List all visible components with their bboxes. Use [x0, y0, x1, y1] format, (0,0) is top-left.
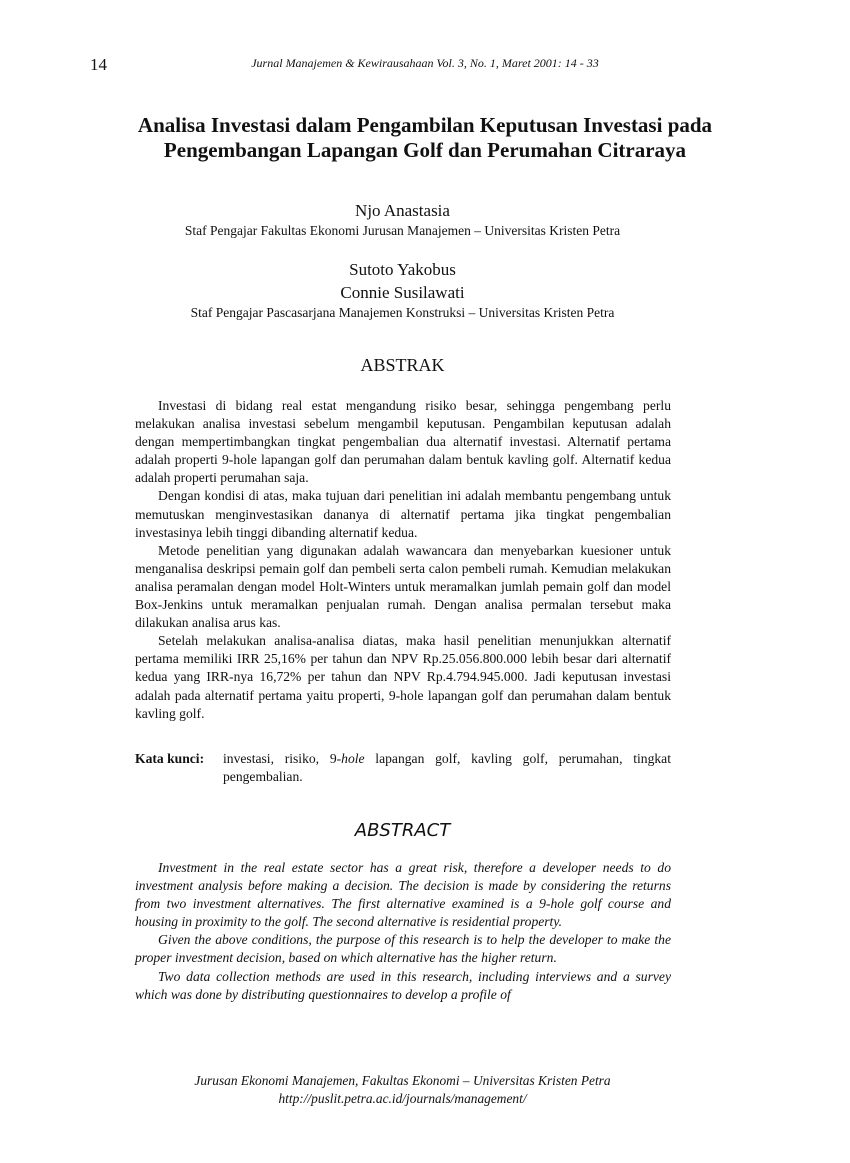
author-affiliation: Staf Pengajar Pascasarjana Manajemen Konstruksi – Universitas Kristen Petra: [190, 305, 615, 320]
author-name: Connie Susilawati: [340, 283, 465, 302]
abstract-paragraph: Given the above conditions, the purpose of this research is to help the developer to make the proper investment decision, based on which alternative has the higher return.: [135, 932, 671, 966]
footer-url: http://puslit.petra.ac.id/journals/management/: [278, 1091, 527, 1106]
author-name: Njo Anastasia: [355, 201, 450, 220]
author-block-2: [100, 258, 705, 322]
keywords-label: Kata kunci:: [135, 751, 205, 766]
keywords-part: lapangan golf, kavling golf, perumahan, tingkat pengembalian.: [223, 751, 671, 785]
abstrak-paragraph: Metode penelitian yang digunakan adalah wawancara dan menyebarkan kuesioner untuk menganalisa deskripsi pemain golf dan pembeli serta calon pembeli rumah. Kemudian melakukan analisa peramalan dengan model Holt-Winters untuk meramalkan jumlah pemain golf dan model Box-Jenkins untuk meramalkan penjualan rumah. Dengan analisa permalan tersebut maka dilakukan analisa arus kas.: [135, 542, 671, 631]
abstrak-paragraph: Dengan kondisi di atas, maka tujuan dari penelitian ini adalah membantu pengembang untuk memutuskan menginvestasikan dananya di alternatif pertama jika tingkat pengembalian investasinya lebih tinggi dibanding alternatif kedua.: [135, 488, 671, 540]
abstract-body: [135, 859, 671, 1004]
paper-title: [100, 113, 750, 163]
title-line-2: Pengembangan Lapangan Golf dan Perumahan Citraraya: [163, 138, 687, 162]
page-footer: [100, 1072, 705, 1108]
running-head-text: Jurnal Manajemen & Kewirausahaan Vol. 3, No. 1, Maret 2001: 14 - 33: [251, 56, 599, 70]
running-head: [0, 56, 850, 71]
abstract-paragraph: Two data collection methods are used in this research, including interviews and a survey which was done by distributing questionnaires to develop a profile of: [135, 968, 671, 1002]
abstrak-heading: ABSTRAK: [360, 355, 445, 375]
keywords-text: [223, 750, 671, 786]
abstract-heading: ABSTRACT: [354, 820, 451, 841]
author-name: Sutoto Yakobus: [349, 260, 456, 279]
abstrak-body: [135, 397, 671, 723]
keywords-part: investasi, risiko, 9-: [223, 751, 342, 766]
abstrak-paragraph: Setelah melakukan analisa-analisa diatas, maka hasil penelitian menunjukkan alternatif pertama memiliki IRR 25,16% per tahun dan NPV Rp.25.056.800.000 lebih besar dari alternatif kedua yang IRR-nya 16,72% per tahun dan NPV Rp.4.794.945.000. Jadi keputusan investasi adalah pada alternatif pertama yaitu properti, 9-hole lapangan golf dan perumahan dalam bentuk kavling golf.: [135, 633, 671, 721]
footer-institution: Jurusan Ekonomi Manajemen, Fakultas Ekonomi – Universitas Kristen Petra: [194, 1073, 611, 1088]
abstract-paragraph: Investment in the real estate sector has a great risk, therefore a developer needs to do investment analysis before making a decision. The decision is made by considering the returns from two investment alternatives. The first alternative examined is a 9-hole golf course and housing in proximity to the golf. The second alternative is residential property.: [135, 860, 671, 930]
abstrak-paragraph: Investasi di bidang real estat mengandung risiko besar, sehingga pengembang perlu melakukan analisa investasi sebelum mengambil keputusan. Pengambilan keputusan adalah dengan mempertimbangkan tingkat pengembalian dua alternatif investasi. Alternatif pertama adalah properti 9-hole lapangan golf dan perumahan dalam bentuk kavling golf. Alternatif kedua adalah properti perumahan saja.: [135, 398, 671, 486]
author-block-1: [100, 199, 705, 240]
author-affiliation: Staf Pengajar Fakultas Ekonomi Jurusan Manajemen – Universitas Kristen Petra: [184, 223, 621, 238]
keywords-italic: hole: [341, 751, 365, 766]
keywords: [135, 750, 671, 786]
title-line-1: Analisa Investasi dalam Pengambilan Keputusan Investasi pada: [137, 113, 713, 137]
page-number: 14: [90, 55, 107, 74]
